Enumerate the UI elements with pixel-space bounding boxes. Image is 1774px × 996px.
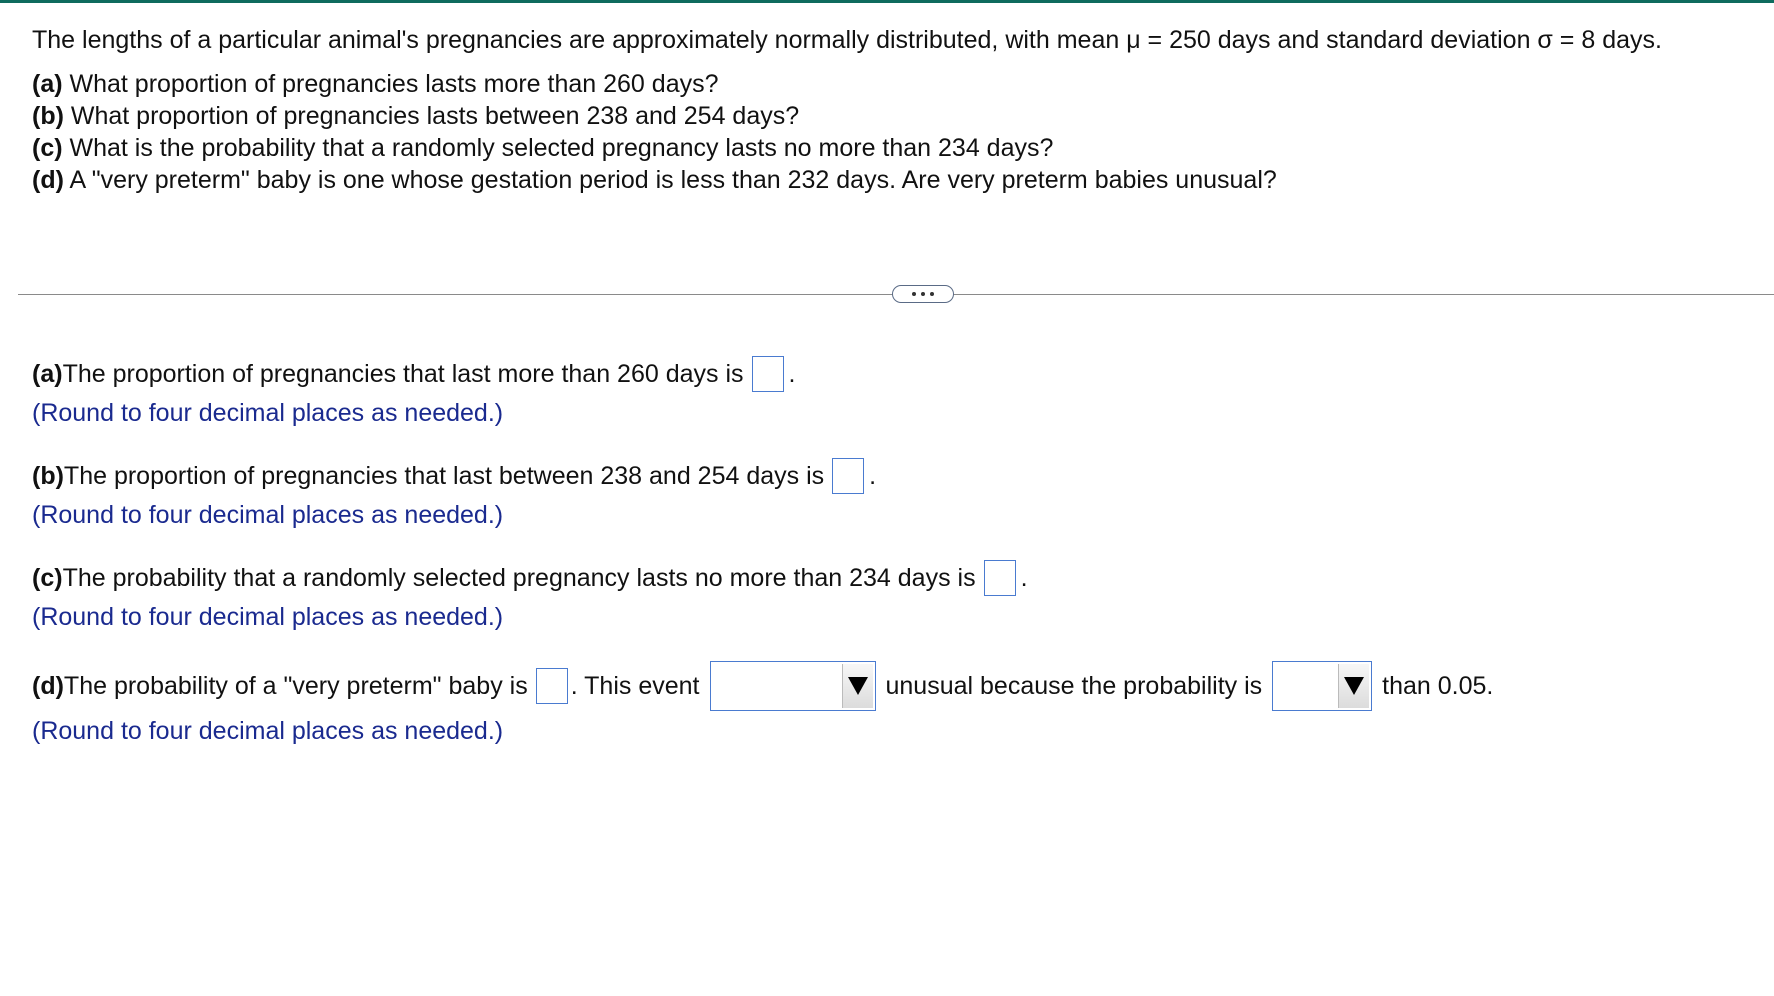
answer-label: (c) bbox=[32, 563, 63, 592]
dropdown-arrow[interactable] bbox=[1338, 664, 1369, 708]
rounding-hint: (Round to four decimal places as needed.) bbox=[32, 399, 504, 427]
answer-text: The probability of a "very preterm" baby is bbox=[63, 671, 528, 700]
triangle-down-icon bbox=[848, 677, 868, 695]
answer-label: (d) bbox=[32, 671, 64, 700]
ellipsis-icon bbox=[930, 292, 934, 296]
unusual-select[interactable] bbox=[710, 661, 876, 711]
question-stem: The lengths of a particular animal's pregnancies are approximately normally distributed, with mean μ = 250 days and standard deviation σ = 8 days. bbox=[32, 26, 1662, 54]
answer-text-this-event: . This event bbox=[570, 671, 700, 700]
question-part-a bbox=[32, 68, 1662, 100]
part-label: (c) bbox=[32, 134, 63, 162]
comparison-select[interactable] bbox=[1272, 661, 1372, 711]
period: . bbox=[1020, 563, 1028, 592]
rounding-hint: (Round to four decimal places as needed.) bbox=[32, 717, 504, 745]
answer-c-input[interactable] bbox=[984, 560, 1016, 596]
part-label: (d) bbox=[32, 166, 64, 194]
triangle-down-icon bbox=[1344, 677, 1364, 695]
part-text: What proportion of pregnancies lasts between 238 and 254 days? bbox=[63, 102, 800, 130]
question-block bbox=[32, 24, 1662, 196]
answer-text: The proportion of pregnancies that last between 238 and 254 days is bbox=[63, 461, 825, 490]
part-label: (a) bbox=[32, 70, 63, 98]
answer-d-input[interactable] bbox=[536, 668, 568, 704]
more-options-button[interactable] bbox=[892, 285, 954, 303]
answer-b bbox=[32, 456, 876, 532]
part-text: What is the probability that a randomly selected pregnancy lasts no more than 234 days? bbox=[62, 134, 1054, 162]
answer-c bbox=[32, 558, 1028, 634]
question-part-b bbox=[32, 100, 1662, 132]
question-part-c bbox=[32, 132, 1662, 164]
ellipsis-icon bbox=[912, 292, 916, 296]
question-part-d bbox=[32, 164, 1662, 196]
answer-label: (b) bbox=[32, 461, 64, 490]
answer-label: (a) bbox=[32, 359, 63, 388]
period: . bbox=[869, 461, 877, 490]
answer-d bbox=[32, 660, 1493, 748]
rounding-hint: (Round to four decimal places as needed.) bbox=[32, 501, 504, 529]
dropdown-arrow[interactable] bbox=[842, 664, 873, 708]
answer-b-input[interactable] bbox=[832, 458, 864, 494]
answer-a bbox=[32, 354, 795, 430]
period: . bbox=[788, 359, 796, 388]
answer-a-input[interactable] bbox=[752, 356, 784, 392]
part-text: A "very preterm" baby is one whose gestation period is less than 232 days. Are very preterm babies unusual? bbox=[63, 166, 1277, 194]
answer-text-threshold: than 0.05. bbox=[1382, 671, 1494, 700]
part-text: What proportion of pregnancies lasts more than 260 days? bbox=[62, 70, 719, 98]
ellipsis-icon bbox=[921, 292, 925, 296]
answer-text-unusual: unusual because the probability is bbox=[885, 671, 1263, 700]
rounding-hint: (Round to four decimal places as needed.) bbox=[32, 603, 504, 631]
answer-text: The probability that a randomly selected pregnancy lasts no more than 234 days is bbox=[62, 563, 976, 592]
answer-text: The proportion of pregnancies that last more than 260 days is bbox=[62, 359, 744, 388]
top-accent-bar bbox=[0, 0, 1774, 3]
part-label: (b) bbox=[32, 102, 64, 130]
